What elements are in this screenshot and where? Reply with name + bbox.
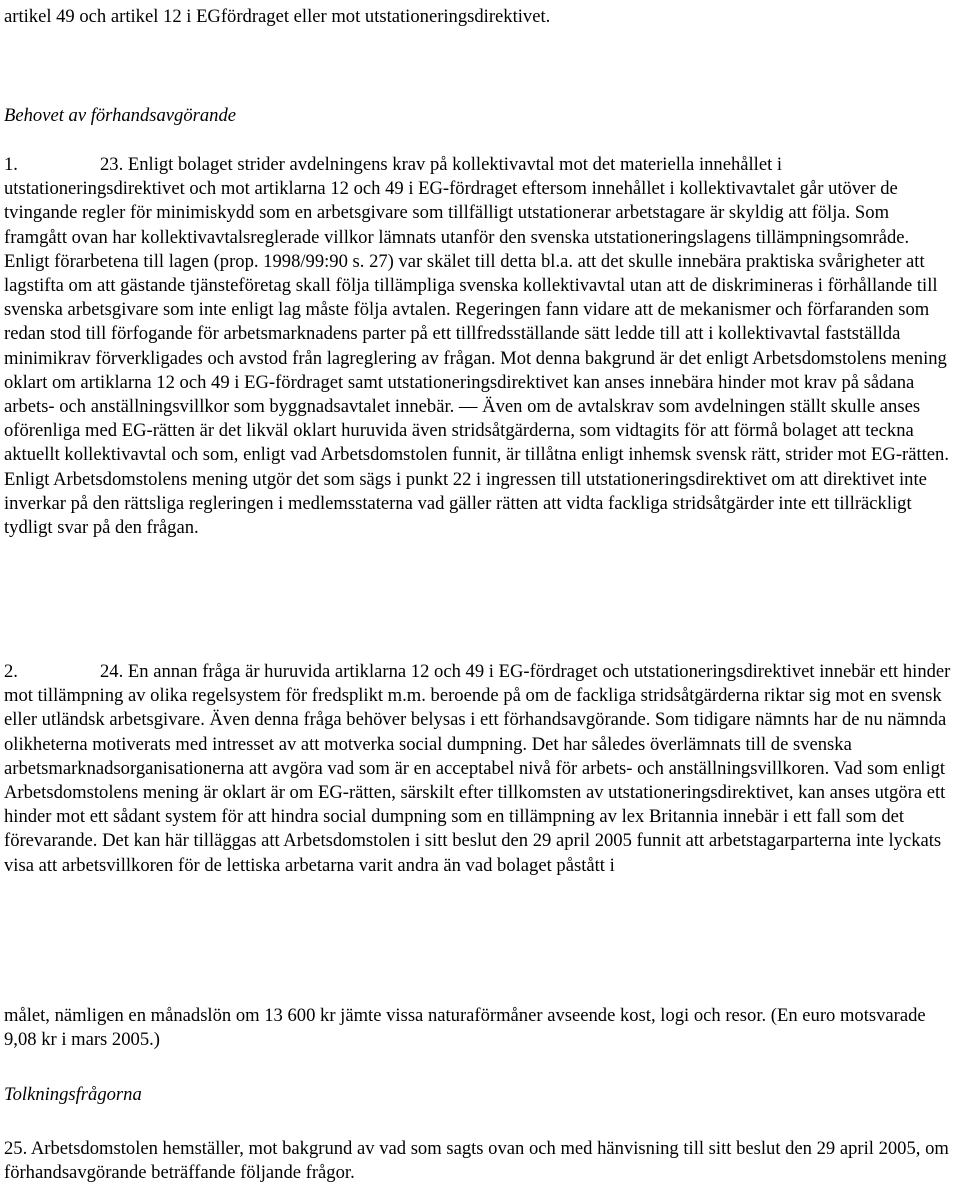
heading-behovet: Behovet av förhandsavgörande	[4, 105, 237, 126]
list-number: 2.	[4, 661, 18, 682]
paragraph-23	[4, 153, 956, 540]
footnote-text: målet, nämligen en månadslön om 13 600 kr jämte vissa naturaförmåner avseende kost, logi och resor. (En euro motsvarade 9,08 kr i mars 2005.)	[4, 1005, 926, 1051]
paragraph-24	[4, 660, 956, 878]
intro-line: artikel 49 och artikel 12 i EGfördraget eller mot utstationeringsdirektivet.	[4, 6, 551, 27]
paragraph-23-text: 23. Enligt bolaget strider avdelningens krav på kollektivavtal mot det materiella innehållet i utstationeringsdirektivet och mot artiklarna 12 och 49 i EG-fördraget eftersom innehållet i kollektivavtalet går utöver de tvingande regler för minimiskydd som en arbetsgivare som tillfälligt utstationerar arbetstagare är skyldig att följa. Som framgått ovan har kollektivavtalsreglerade villkor lämnats utanför den svenska utstationeringslagens tillämpningsområde. Enligt förarbetena till lagen (prop. 1998/99:90 s. 27) var skälet till detta bl.a. att det skulle innebära praktiska svårigheter att lagstifta om att gästande tjänsteföretag skall följa tillämpliga svenska kollektivavtal utan att de diskrimineras i förhållande till svenska arbetsgivare som inte enligt lag måste följa avtalen. Regeringen fann vidare att de mekanismer och förfaranden som redan stod till förfogande för arbetsmarknadens parter på ett tillfredsställande sätt ledde till att i kollektivavtal fastställda minimikrav förverkligades och avstod från lagreglering av frågan. Mot denna bakgrund är det enligt Arbetsdomstolens mening oklart om artiklarna 12 och 49 i EG-fördraget samt utstationeringsdirektivet kan anses innebära hinder mot krav på sådana arbets- och anställningsvillkor som byggnadsavtalet innebär. — Även om de avtalskrav som avdelningen ställt skulle anses oförenliga med EG-rätten är det likväl oklart huruvida även stridsåtgärderna, som vidtagits för att förmå bolaget att teckna aktuellt kollektivavtal och som, enligt vad Arbetsdomstolen funnit, är tillåtna enligt inhemsk svensk rätt, strider mot EG-rätten. Enligt Arbetsdomstolens mening utgör det som sägs i punkt 22 i ingressen till utstationeringsdirektivet om att direktivet inte inverkar på den rättsliga regleringen i medlemsstaterna vad gäller rätten att vidta fackliga stridsåtgärder inte ett tillräckligt tydligt svar på den frågan.	[4, 154, 949, 539]
heading-tolkningsfragorna: Tolkningsfrågorna	[4, 1084, 142, 1105]
paragraph-24-text: 24. En annan fråga är huruvida artiklarna 12 och 49 i EG-fördraget och utstationeringsdirektivet innebär ett hinder mot tillämpning av olika regelsystem för fredsplikt m.m. beroende på om de fackliga stridsåtgärderna riktar sig mot en svensk eller utländsk arbetsgivare. Även denna fråga behöver belysas i ett förhandsavgörande. Som tidigare nämnts har de nu nämnda olikheterna motiverats med intresset av att motverka social dumpning. Det har således överlämnats till de svenska arbetsmarknadsorganisationerna att avgöra vad som är en acceptabel nivå för arbets- och anställningsvillkoren. Vad som enligt Arbetsdomstolens mening är oklart är om EG-rätten, särskilt efter tillkomsten av utstationeringsdirektivet, kan anses utgöra ett hinder mot ett sådant system för att hindra social dumpning som en tillämpning av lex Britannia innebär i ett fall som det förevarande. Det kan här tilläggas att Arbetsdomstolen i sitt beslut den 29 april 2005 funnit att arbetstagarparterna inte lyckats visa att arbetsvillkoren för de lettiska arbetarna varit andra än vad bolaget påstått i	[4, 661, 951, 876]
list-number: 1.	[4, 154, 18, 175]
paragraph-25: 25. Arbetsdomstolen hemställer, mot bakgrund av vad som sagts ovan och med hänvisning till sitt beslut den 29 april 2005, om förhandsavgörande beträffande följande frågor.	[4, 1138, 949, 1184]
